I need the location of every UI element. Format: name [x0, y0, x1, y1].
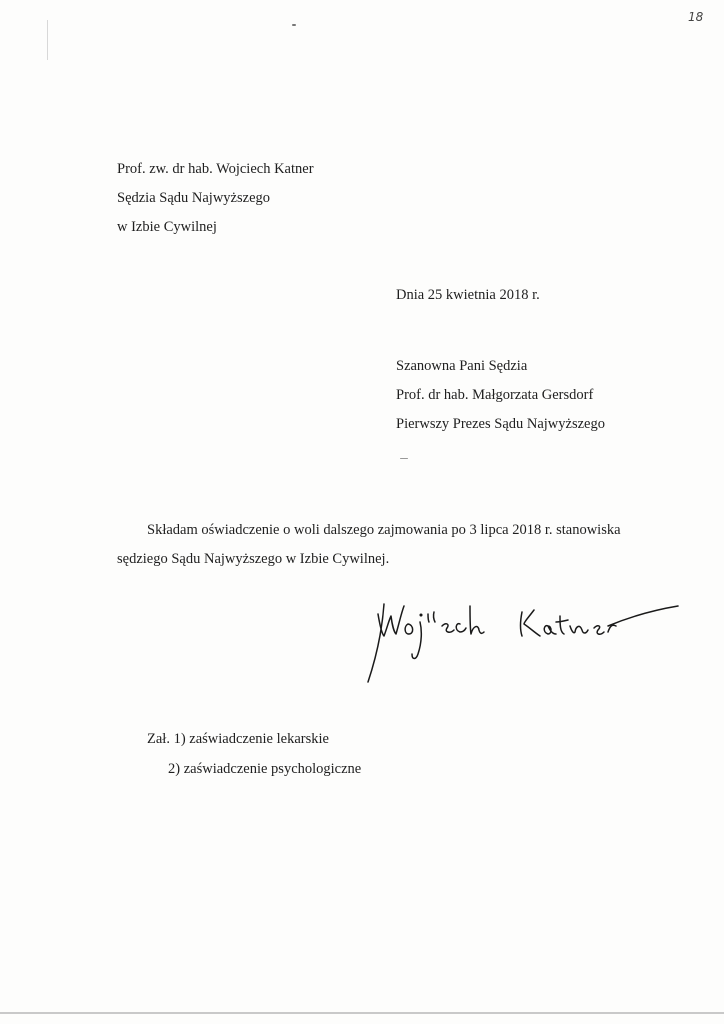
recipient-name: Prof. dr hab. Małgorzata Gersdorf	[396, 387, 594, 403]
body-line-2: sędziego Sądu Najwyższego w Izbie Cywilnej.	[117, 551, 390, 567]
handwritten-signature-icon	[362, 592, 682, 684]
sender-chamber: w Izbie Cywilnej	[117, 219, 217, 235]
scan-edge-bottom	[0, 1012, 724, 1014]
attachment-item-1: Zał. 1) zaświadczenie lekarskie	[147, 731, 329, 747]
letter-date: Dnia 25 kwietnia 2018 r.	[396, 287, 540, 303]
page-number: 18	[688, 10, 704, 24]
body-line-1: Składam oświadczenie o woli dalszego zajmowania po 3 lipca 2018 r. stanowiska	[147, 522, 621, 538]
sender-name: Prof. zw. dr hab. Wojciech Katner	[117, 161, 314, 177]
sender-position: Sędzia Sądu Najwyższego	[117, 190, 271, 206]
scan-speck	[292, 24, 296, 26]
scan-edge-mark	[47, 20, 48, 60]
scan-speck	[400, 458, 408, 459]
recipient-title: Pierwszy Prezes Sądu Najwyższego	[396, 416, 605, 432]
recipient-salutation: Szanowna Pani Sędzia	[396, 358, 528, 374]
attachment-item-2: 2) zaświadczenie psychologiczne	[168, 761, 362, 777]
